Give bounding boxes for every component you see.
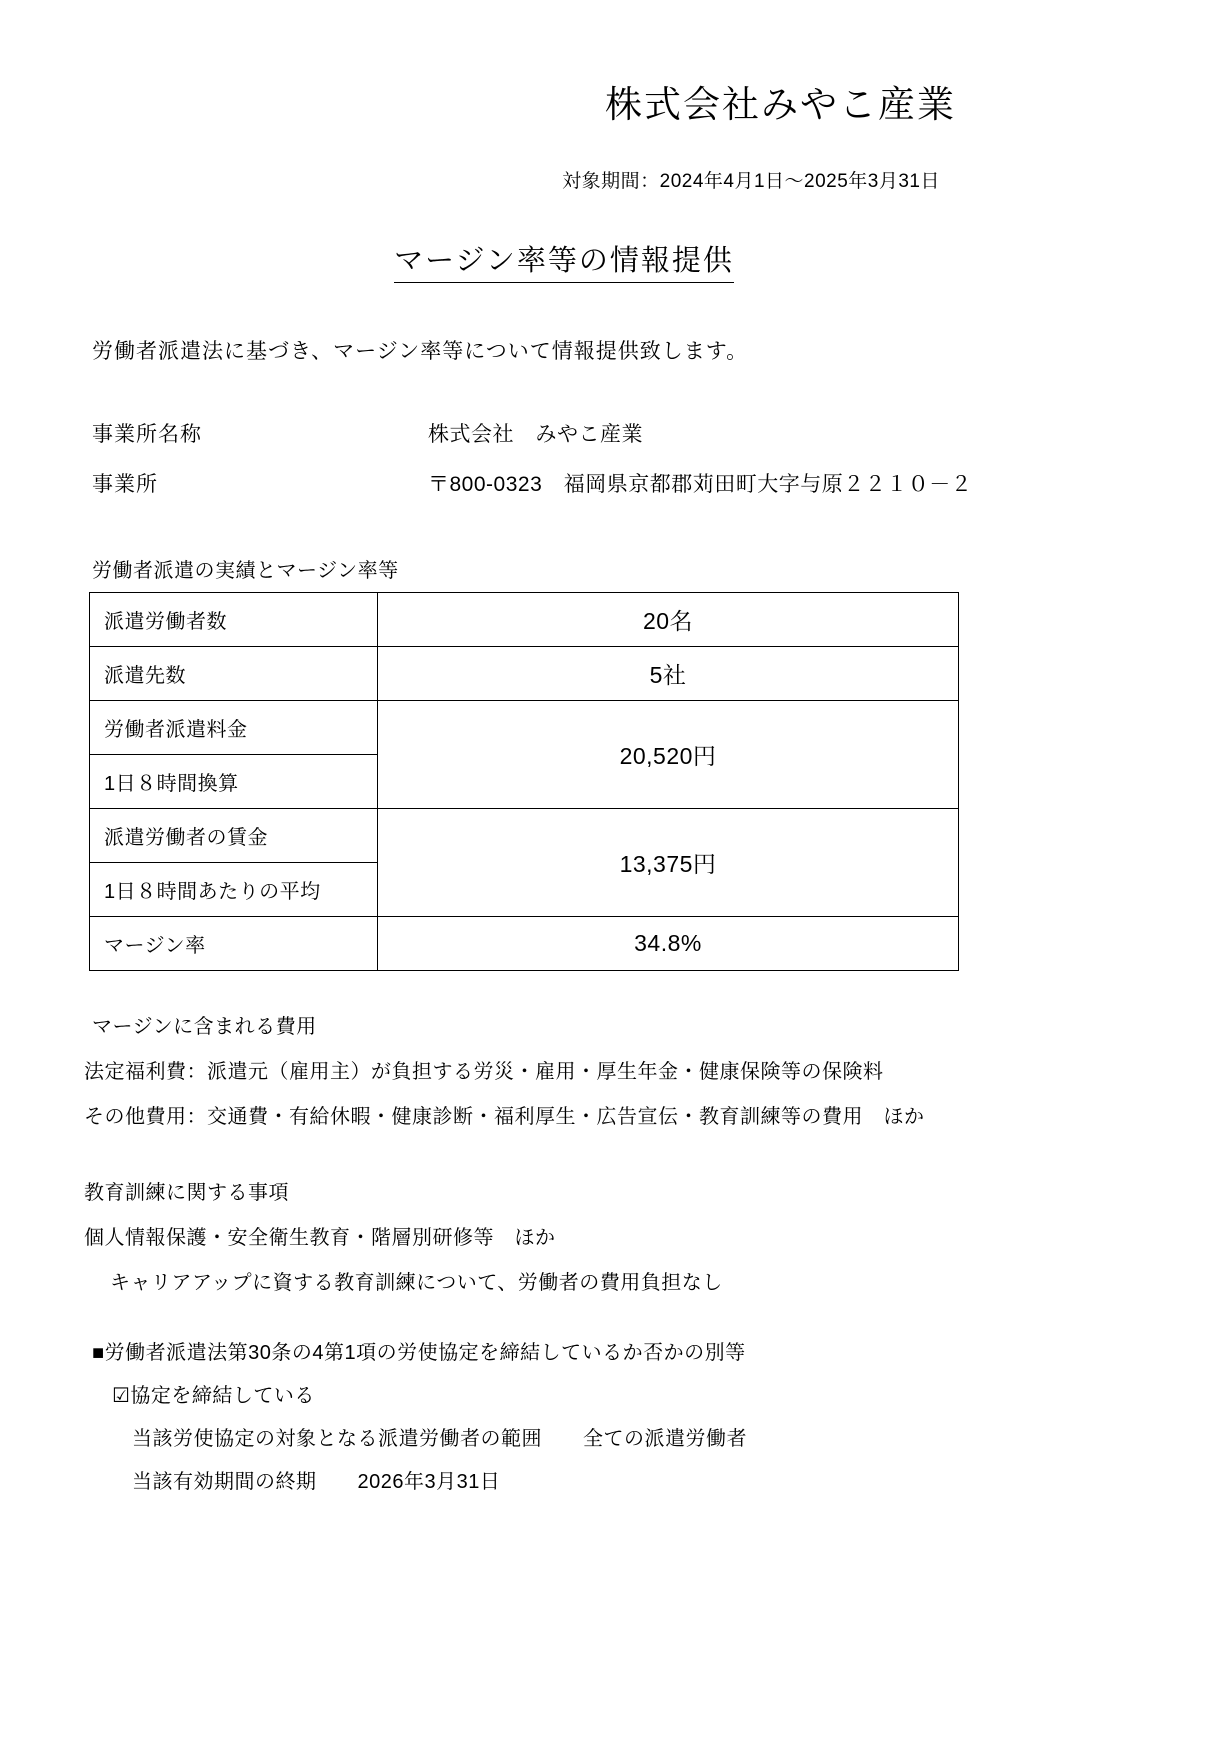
cell-workers-label: 派遣労働者数 [90,593,378,647]
office-address-label: 事業所 [92,473,158,496]
labor-agreement-scope-label: 当該労使協定の対象となる派遣労働者の範囲 [132,1428,542,1450]
cell-clients-value: 5社 [378,647,959,701]
table-row [90,917,959,971]
intro-paragraph: 労働者派遣法に基づき、マージン率等について情報提供致します。 [92,340,749,363]
cell-wage-value: 13,375円 [378,809,959,917]
cell-wage-label: 派遣労働者の賃金 [90,809,378,863]
table-caption: 労働者派遣の実績とマージン率等 [92,560,399,582]
training-careerup: キャリアアップに資する教育訓練について、労働者の費用負担なし [110,1272,723,1294]
company-name: 株式会社みやこ産業 [605,84,956,125]
page-title-text: マージン率等の情報提供 [394,245,734,283]
table-row [90,809,959,863]
training-heading: 教育訓練に関する事項 [84,1182,289,1204]
target-period: 対象期間：2024年4月1日～2025年3月31日 [562,171,940,192]
training-items: 個人情報保護・安全衛生教育・階層別研修等 ほか [84,1227,556,1249]
table-row [90,647,959,701]
labor-agreement-expiry-row [132,1465,747,1494]
labor-agreement-scope-row [132,1422,747,1451]
cell-fee-value: 20,520円 [378,701,959,809]
labor-agreement-scope-value: 全ての派遣労働者 [583,1428,747,1450]
office-name-row [92,418,1092,448]
page-title [0,238,1128,279]
labor-agreement-checkbox-item [112,1379,747,1408]
office-address-row [92,468,1092,498]
cell-clients-label: 派遣先数 [90,647,378,701]
labor-agreement-section [92,1336,747,1508]
cell-margin-value: 34.8% [378,917,959,971]
cell-workers-value: 20名 [378,593,959,647]
cell-margin-label: マージン率 [90,917,378,971]
table-row [90,593,959,647]
office-name-label: 事業所名称 [92,423,202,446]
margin-costs-statutory: 法定福利費：派遣元（雇用主）が負担する労災・雇用・厚生年金・健康保険等の保険料 [84,1061,884,1083]
performance-table [89,592,959,971]
margin-costs-other: その他費用：交通費・有給休暇・健康診断・福利厚生・広告宣伝・教育訓練等の費用 ほか [84,1106,925,1128]
labor-agreement-expiry-value: 2026年3月31日 [357,1471,501,1493]
cell-fee-label: 労働者派遣料金 [90,701,378,755]
labor-agreement-heading: ■労働者派遣法第30条の4第1項の労使協定を締結しているか否かの別等 [92,1342,746,1364]
margin-costs-heading: マージンに含まれる費用 [92,1016,317,1038]
checkbox-checked-icon: ☑協定を締結している [112,1385,315,1407]
office-info-block [92,418,1092,518]
office-name-value: 株式会社 みやこ産業 [428,423,643,446]
cell-wage-sub-label: 1日８時間あたりの平均 [90,863,378,917]
office-address-value: 〒800-0323 福岡県京都郡苅田町大字与原２２１０－２ [428,473,973,496]
table-row [90,701,959,755]
margin-costs-section [84,1010,925,1145]
cell-fee-sub-label: 1日８時間換算 [90,755,378,809]
training-section [84,1176,723,1311]
labor-agreement-expiry-label: 当該有効期間の終期 [132,1471,317,1493]
